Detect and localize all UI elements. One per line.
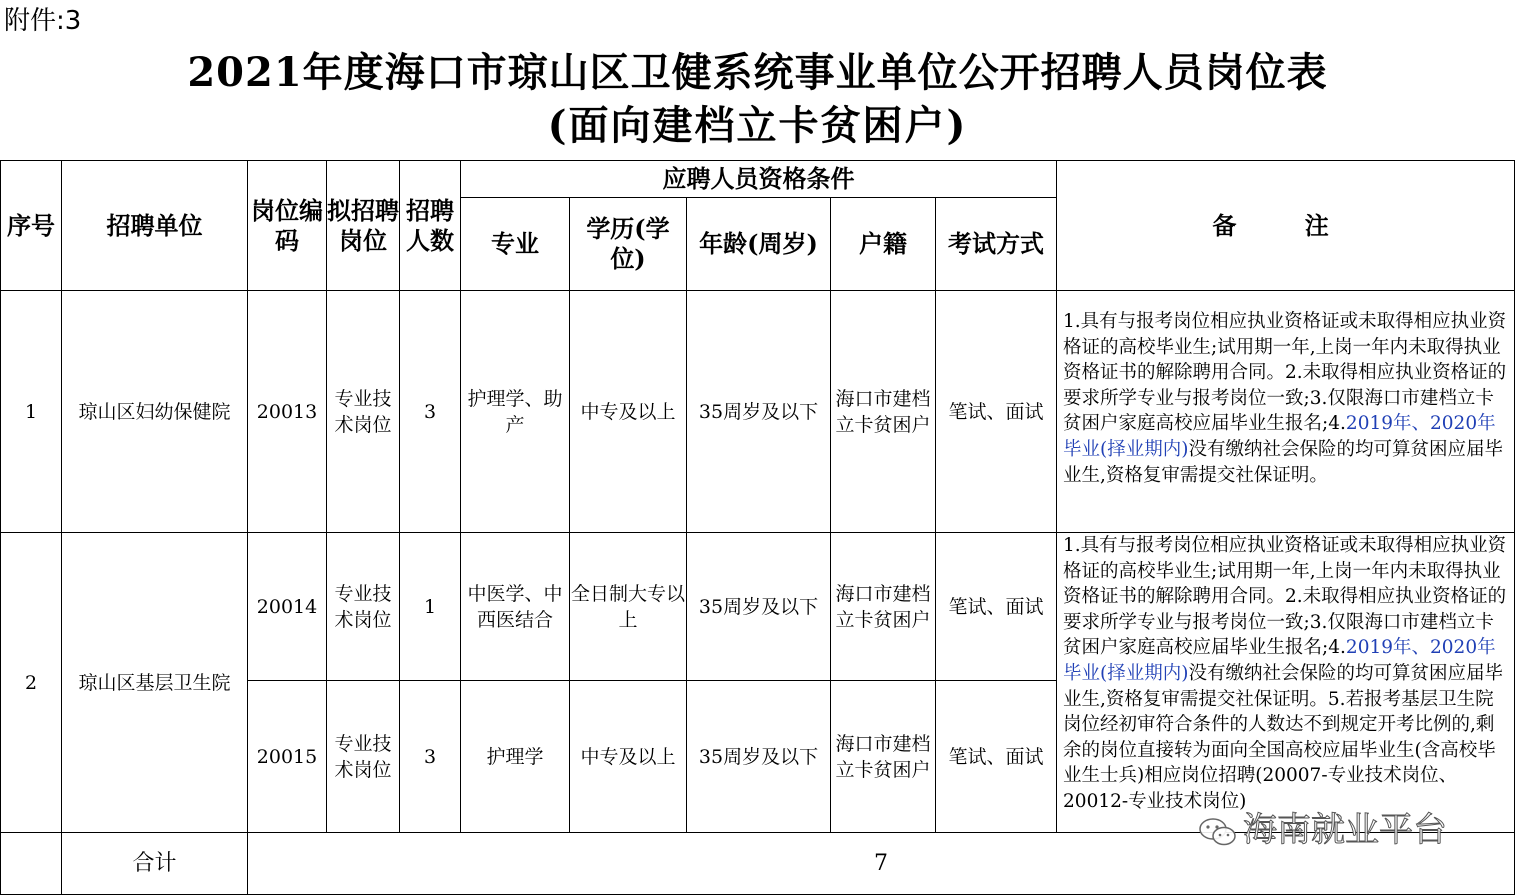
cell-education: 中专及以上 — [570, 291, 687, 533]
cell-code: 20013 — [248, 291, 327, 533]
cell-post: 专业技术岗位 — [327, 681, 400, 833]
page-subtitle: (面向建档立卡贫困户) — [547, 102, 968, 149]
cell-education: 全日制大专以上 — [570, 533, 687, 681]
header-exam: 考试方式 — [936, 198, 1057, 291]
table-row — [1, 291, 1515, 533]
header-post: 拟招聘岗位 — [327, 161, 400, 291]
cell-post: 专业技术岗位 — [327, 291, 400, 533]
cell-empty — [1, 833, 62, 895]
cell-hukou: 海口市建档立卡贫困户 — [831, 681, 936, 833]
cell-hukou: 海口市建档立卡贫困户 — [831, 533, 936, 681]
header-qualifications: 应聘人员资格条件 — [461, 161, 1057, 198]
cell-seq: 1 — [1, 291, 62, 533]
cell-education: 中专及以上 — [570, 681, 687, 833]
cell-exam: 笔试、面试 — [936, 291, 1057, 533]
wechat-icon — [1197, 815, 1237, 849]
remark-highlight: 2019年、2020年毕业(择业期内) — [1063, 637, 1496, 684]
remark-text: 1.具有与报考岗位相应执业资格证或未取得相应执业资格证的高校毕业生;试用期一年,上岗一年内未取得执业资格证书的解除聘用合同。2.未取得相应执业资格证的要求所学专业与报考岗位一致;3.仅限海口市建档立卡贫困户家庭高校应届毕业生报名;4. — [1063, 535, 1507, 659]
cell-age: 35周岁及以下 — [687, 291, 831, 533]
header-unit: 招聘单位 — [62, 161, 248, 291]
header-remark: 备 注 — [1057, 161, 1515, 291]
cell-major: 中医学、中西医结合 — [461, 533, 570, 681]
watermark — [1197, 810, 1447, 850]
recruitment-table — [0, 160, 1515, 895]
remark-text: 没有缴纳社会保险的均可算贫困应届毕业生,资格复审需提交社保证明。 — [1063, 438, 1503, 486]
cell-count: 3 — [400, 681, 461, 833]
total-label: 合计 — [62, 833, 248, 895]
cell-remark — [1057, 291, 1515, 533]
watermark-text: 海南就业平台 — [1243, 810, 1447, 850]
cell-count: 3 — [400, 291, 461, 533]
cell-unit: 琼山区基层卫生院 — [62, 533, 248, 833]
remark-text: 1.具有与报考岗位相应执业资格证或未取得相应执业资格证的高校毕业生;试用期一年,上岗一年内未取得执业资格证书的解除聘用合同。2.未取得相应执业资格证的要求所学专业与报考岗位一致;3.仅限海口市建档立卡贫困户家庭高校应届毕业生报名;4. — [1063, 311, 1507, 435]
cell-exam: 笔试、面试 — [936, 681, 1057, 833]
header-age: 年龄(周岁) — [687, 198, 831, 291]
cell-seq: 2 — [1, 533, 62, 833]
header-major: 专业 — [461, 198, 570, 291]
cell-age: 35周岁及以下 — [687, 681, 831, 833]
cell-age: 35周岁及以下 — [687, 533, 831, 681]
cell-post: 专业技术岗位 — [327, 533, 400, 681]
remark-text: 没有缴纳社会保险的均可算贫困应届毕业生,资格复审需提交社保证明。5.若报考基层卫生院岗位经初审符合条件的人数达不到规定开考比例的,剩余的岗位直接转为面向全国高校应届毕业生(含高校毕业生士兵)相应岗位招聘(20007-专业技术岗位、20012-专业技术岗位) — [1063, 662, 1503, 812]
cell-unit: 琼山区妇幼保健院 — [62, 291, 248, 533]
header-hukou: 户籍 — [831, 198, 936, 291]
header-code: 岗位编码 — [248, 161, 327, 291]
header-education: 学历(学位) — [570, 198, 687, 291]
cell-exam: 笔试、面试 — [936, 533, 1057, 681]
attachment-label: 附件:3 — [4, 6, 82, 36]
total-value: 7 — [248, 833, 1515, 895]
title-block — [0, 48, 1515, 152]
header-count: 招聘人数 — [400, 161, 461, 291]
cell-major: 护理学 — [461, 681, 570, 833]
page-title: 2021年度海口市琼山区卫健系统事业单位公开招聘人员岗位表 — [187, 49, 1328, 96]
remark-highlight: 2019年、2020年毕业(择业期内) — [1063, 413, 1496, 460]
cell-count: 1 — [400, 533, 461, 681]
cell-hukou: 海口市建档立卡贫困户 — [831, 291, 936, 533]
header-seq: 序号 — [1, 161, 62, 291]
cell-major: 护理学、助产 — [461, 291, 570, 533]
cell-remark — [1057, 533, 1515, 833]
cell-code: 20015 — [248, 681, 327, 833]
cell-code: 20014 — [248, 533, 327, 681]
table-row — [1, 533, 1515, 681]
